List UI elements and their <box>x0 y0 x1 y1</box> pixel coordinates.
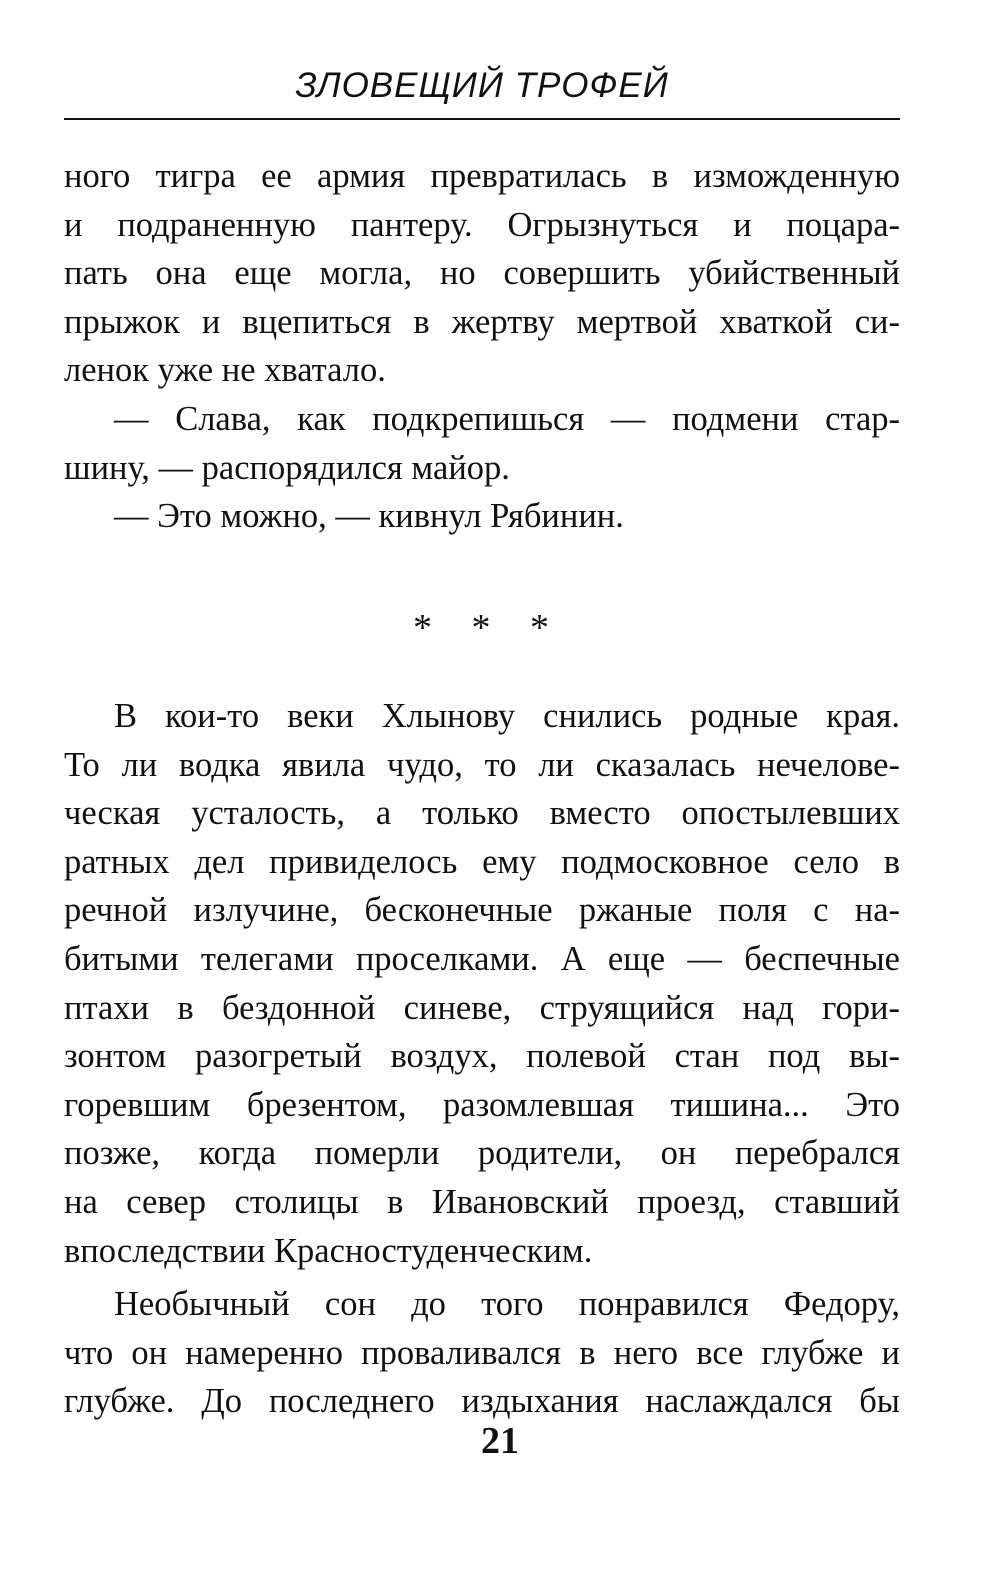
text-line: что он намеренно проваливался в него все глубже и <box>64 1333 900 1372</box>
text-line: То ли водка явила чудо, то ли сказалась нечелове- <box>64 745 900 784</box>
text-block-bottom <box>64 692 900 1426</box>
text-line: прыжок и вцепиться в жертву мертвой хваткой си- <box>64 302 900 341</box>
text-line: пать она еще могла, но совершить убийственный <box>64 254 900 293</box>
text-line: — Слава, как подкрепишься — подмени стар- <box>114 399 900 438</box>
text-line: птахи в бездонной синеве, струящийся над гори- <box>64 988 900 1027</box>
text-line: Необычный сон до того понравился Федору, <box>114 1285 900 1324</box>
section-separator <box>64 604 900 652</box>
text-line: горевшим брезентом, разомлевшая тишина... Это <box>64 1085 900 1124</box>
page-number: 21 <box>481 1420 519 1462</box>
text-line: ратных дел привиделось ему подмосковное село в <box>64 842 900 881</box>
text-line: ного тигра ее армия превратилась в изможденную <box>64 157 900 195</box>
running-head: ЗЛОВЕЩИЙ ТРОФЕЙ <box>295 66 669 105</box>
text-line: и подраненную пантеру. Огрызнуться и поцара- <box>64 205 900 244</box>
text-line: — Это можно, — кивнул Рябинин. <box>114 497 624 536</box>
header-rule <box>64 118 900 120</box>
text-line: глубже. До последнего издыхания наслаждался бы <box>64 1382 900 1421</box>
separator-star: * <box>530 607 551 649</box>
text-line: битыми телегами проселками. А еще — беспечные <box>64 939 900 978</box>
text-line: позже, когда померли родители, он перебрался <box>64 1134 900 1173</box>
text-line: речной излучине, бесконечные ржаные поля с на- <box>64 891 900 930</box>
text-line: В кои-то веки Хлынову снились родные края. <box>114 697 900 735</box>
text-line: ленок уже не хватало. <box>64 351 386 390</box>
text-line: ческая усталость, а только вместо опостылевших <box>64 794 900 833</box>
separator-star: * <box>471 607 493 649</box>
separator-star: * <box>413 607 434 649</box>
text-block-top <box>64 152 900 541</box>
text-line: впоследствии Красностуденческим. <box>64 1231 593 1270</box>
text-line: зонтом разогретый воздух, полевой стан под вы- <box>64 1037 900 1076</box>
text-line: на север столицы в Ивановский проезд, ставший <box>64 1182 900 1221</box>
text-line: шину, — распорядился майор. <box>64 448 510 487</box>
